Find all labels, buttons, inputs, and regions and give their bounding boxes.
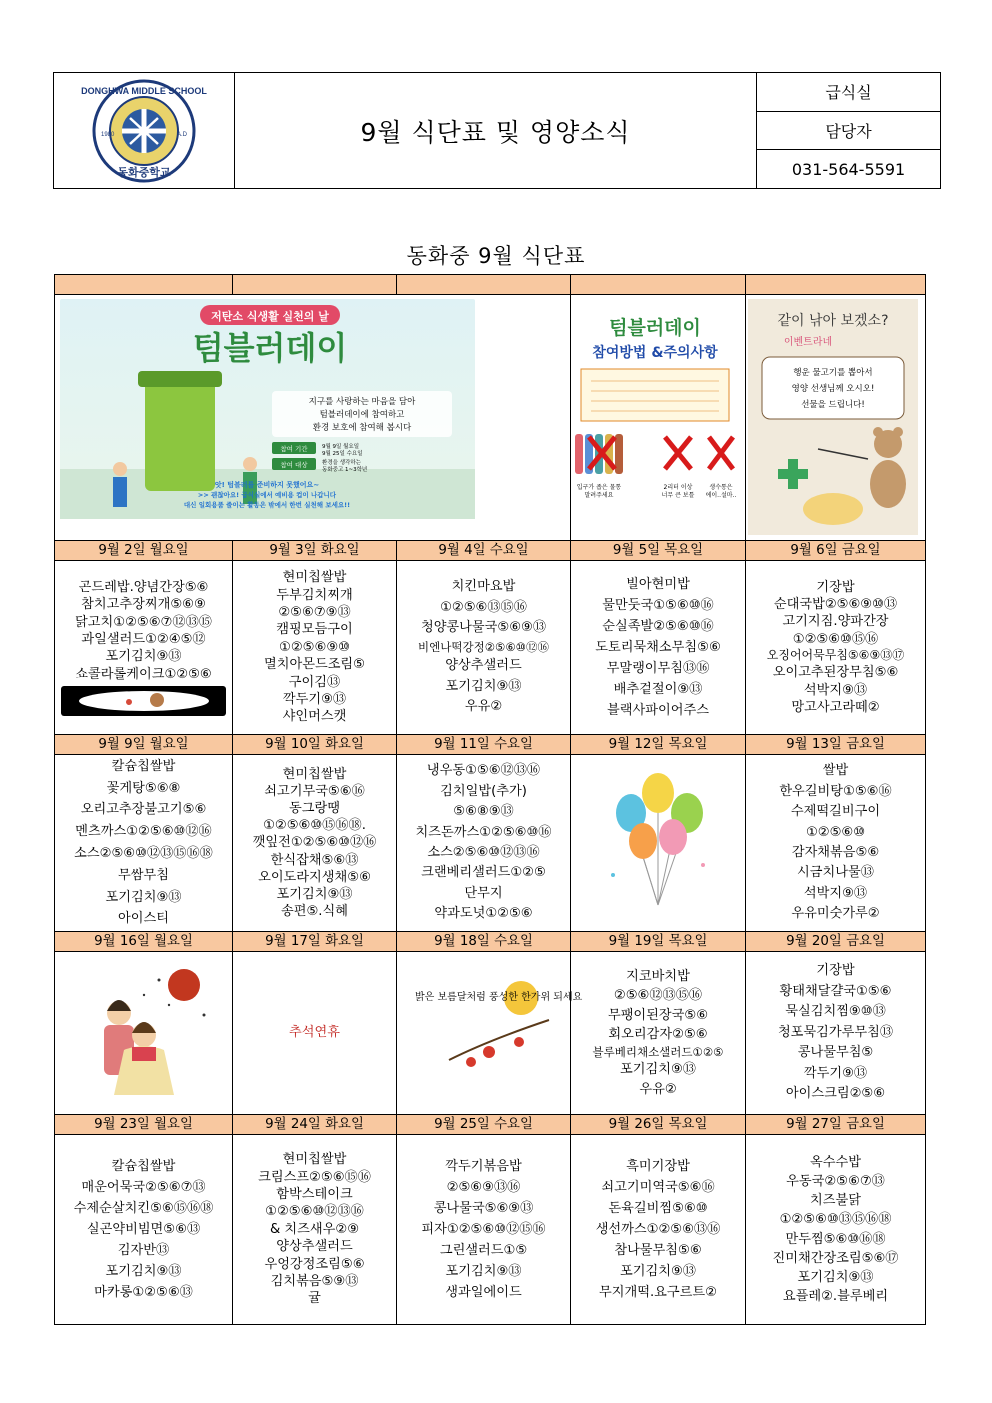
menu-item: 쇠고기무국⑤⑥⑯ [264,783,365,799]
menu-item: 한식잡채⑤⑥⑬ [270,852,359,868]
menu-item: ①②⑤⑥⑩⑬⑮⑯⑱ [779,1212,892,1228]
event-body-line: 행운 물고기를 뽑아서 [793,368,873,378]
header-table [53,72,941,189]
logo-year-text: 1980 [101,131,115,138]
menu-item: 포기김치⑨⑬ [445,678,522,694]
menu-item: 배추겉절이⑨⑬ [613,682,703,698]
menu-item: 곤드레밥.양념간장⑤⑥ [78,579,209,595]
menu-item: 무쌈무침 [118,867,169,883]
menu-item: & 치즈새우②⑨ [269,1221,360,1237]
blank-header-cell [571,275,746,295]
manager-label: 담당자 [757,112,940,151]
menu-item: 오징어어묵무침⑤⑥⑨⑬⑰ [766,648,905,663]
menu-item: 구이김⑬ [288,674,341,690]
menu-item: 칼슘칩쌀밥 [111,1158,176,1174]
menu-item: 우동국②⑤⑥⑦⑬ [786,1174,885,1190]
menu-cell [746,952,926,1115]
fishing-event-art [748,299,918,535]
menu-item: 수제순살치킨⑤⑥⑮⑯⑱ [73,1200,214,1216]
day-header: 9월 27일 금요일 [746,1115,926,1135]
menu-item: ①②⑤⑥⑩ [805,824,866,840]
menu-item: 동그랑땡 [289,801,340,817]
poster-target-label: 참여 대상 [280,461,308,469]
hangawi-greeting-icon [409,970,582,1090]
day-header: 9월 10일 화요일 [233,735,397,755]
menu-item: 오이도라지생채⑤⑥ [258,869,371,885]
day-header: 9월 6일 금요일 [746,541,926,561]
menu-item: 비엔나떡강정②⑤⑥⑩⑫⑯ [418,639,549,654]
menu-item: 흑미기장밥 [626,1158,690,1174]
menu-item: 오리고추장불고기⑤⑥ [80,802,207,818]
tumbler-howto-art [571,299,739,519]
tumbler-poster-art [60,299,475,519]
menu-item: 기장밥 [816,579,855,595]
day-header: 9월 3일 화요일 [233,541,397,561]
blank-header-cell [233,275,397,295]
contact-panel [756,73,940,188]
menu-item: 멸치아몬드조림⑤ [264,657,365,673]
menu-item: ①②⑤⑥⑨⑩ [279,639,350,655]
menu-item: 포기김치⑨⑬ [105,889,182,905]
menu-item: 송편⑤.식혜 [281,904,348,920]
tumbler-howto-banner [571,295,746,541]
day-header: 9월 26일 목요일 [571,1115,746,1135]
menu-cell [746,755,926,932]
tumbler-day-poster [60,299,475,519]
day-header: 9월 24일 화요일 [233,1115,397,1135]
menu-item: 생선까스①②⑤⑥⑬⑯ [595,1221,721,1237]
logo-top-text: DONGHWA MIDDLE SCHOOL [81,85,207,96]
menu-item: 블루베리채소샐러드①②⑤ [592,1044,724,1059]
howto-note: 2리터 이상 [663,484,693,491]
menu-item: ①②⑤⑥⑬⑮⑯ [440,599,527,615]
menu-item: ⑤⑥⑧⑨⑬ [453,804,514,820]
bear-cake-icon [69,688,219,714]
menu-item: 양상추샐러드 [445,658,522,674]
menu-item: 냉우동①⑤⑥⑫⑬⑯ [426,763,541,779]
menu-item: 쇼콜라롤케이크①②⑤⑥ [75,666,212,682]
menu-item: 황태채달걀국①⑤⑥ [779,983,892,999]
phone-number: 031-564-5591 [791,159,906,179]
menu-item: 아이스크림②⑤⑥ [785,1086,886,1102]
menu-item: 고기지짐.양파간장 [782,614,889,630]
menu-item: 피자①②⑤⑥⑩⑫⑮⑯ [421,1221,546,1237]
menu-item: 양상추샐러드 [276,1239,353,1255]
menu-item: 귤 [308,1291,321,1307]
menu-item: 두부김치찌개 [276,587,353,603]
menu-cell [746,1135,926,1325]
menu-item: 무말랭이무침⑬⑯ [606,661,710,677]
howto-title-text: 텀블러데이 [609,317,701,339]
menu-item: 석박지⑨⑬ [803,682,868,698]
poster-target-line: 동화중고 1~3학년 [322,467,368,473]
menu-item: 도토리묵채소무침⑤⑥ [595,639,721,655]
day-header: 9월 16일 월요일 [55,932,233,952]
menu-item: ①②⑤⑥⑩⑮⑯⑱. [263,818,366,834]
menu-cell [55,561,233,735]
menu-item: 깍두기⑨⑬ [282,692,347,708]
day-header: 9월 5일 목요일 [571,541,746,561]
menu-item: 우유미숫가루② [791,906,880,922]
menu-item: 참치고추장찌개⑤⑥⑨ [81,597,206,613]
menu-item: 돈육길비찜⑤⑥⑩ [608,1200,708,1216]
menu-item: 포기김치⑨⑬ [620,1264,696,1280]
menu-item: 실곤약비빔면⑤⑥⑬ [86,1221,201,1237]
event-body-line: 선물을 드립니다! [801,400,865,410]
day-header: 9월 20일 금요일 [746,932,926,952]
howto-subtitle-text: 참여방법 &주의사항 [592,345,718,361]
event-body-line: 영양 선생님께 오시오! [791,384,875,394]
fishing-event-poster [748,299,918,535]
tumbler-howto-poster [571,299,739,519]
balloons-icon [593,765,723,915]
menu-item: 깻잎전①②⑤⑥⑩⑫⑯ [252,835,377,851]
logo-ad-text: A.D [177,131,188,138]
hangawi-greeting-cell [397,952,582,1115]
day-header: 9월 2일 월요일 [55,541,233,561]
menu-item: 묵실김치찜⑨⑩⑬ [785,1004,886,1020]
menu-item: 크림스프②⑤⑥⑮⑯ [258,1169,371,1185]
school-logo-icon [81,76,207,186]
menu-item: 단무지 [464,885,503,901]
menu-item: ②⑤⑥⑨⑬⑯ [446,1179,521,1195]
poster-title-text: 텀블러데이 [192,329,348,367]
menu-cell [233,561,397,735]
blank-header-cell [55,275,233,295]
day-header: 9월 25일 수요일 [397,1115,571,1135]
menu-item: 현미칩쌀밥 [282,766,347,782]
menu-item: 우유② [639,1081,677,1097]
howto-note: 너무 큰 보틀 [661,492,695,499]
menu-item: 그린샐러드①⑤ [439,1243,528,1259]
menu-item: 물만둣국①⑤⑥⑩⑯ [602,597,714,613]
menu-item: 닭고치①②⑤⑥⑦⑫⑬⑮ [75,614,212,630]
menu-item: 우유② [464,699,503,715]
menu-item: 옥수수밥 [810,1154,861,1170]
menu-item: 칼슘칩쌀밥 [111,758,176,774]
poster-footer-line: 앗! 텀블러를 준비하지 못했어요~ [214,481,320,489]
menu-item: 포기김치⑨⑬ [276,886,353,902]
menu-item: 과일샐러드①②④⑤⑫ [81,632,206,647]
menu-item: 소스②⑤⑥⑩⑫⑬⑯ [427,845,540,860]
menu-item: 순대국밥②⑤⑥⑨⑩⑬ [773,597,898,613]
menu-item: 콩나물무침⑤ [797,1045,874,1061]
menu-item: 쇠고기미역국⑤⑥⑯ [601,1179,715,1195]
menu-item: 함박스테이크 [276,1186,353,1202]
poster-body-line: 텀블러데이에 참여하고 [319,410,405,420]
poster-period-line: 9월 9일 월요일 [322,444,360,450]
menu-cell [746,561,926,735]
page-title: 9월 식단표 및 영양소식 [360,117,631,147]
howto-note: 에이..설마.. [705,492,737,499]
poster-period-label: 참여 기간 [280,445,308,453]
hangawi-greeting-text: 밝은 보름달처럼 풍성한 한가위 되세요 [414,992,582,1004]
menu-item: ②⑤⑥⑫⑬⑮⑯ [613,988,703,1004]
menu-item: 석박지⑨⑬ [803,885,868,901]
menu-item: 블랙사파이어주스 [607,703,709,719]
school-logo-cell [54,73,235,188]
poster-period-line: 9월 25일 수요일 [322,451,363,457]
menu-item: 순실족발②⑤⑥⑩⑯ [602,618,714,634]
howto-note: 생수통은 [709,484,733,491]
poster-footer-line: >> 괜찮아요! 급식실에서 예비용 컵이 나갑니다 [197,491,337,499]
menu-item: 쌀밥 [822,763,849,779]
poster-target-line: 환경을 생각하는 [322,460,361,466]
menu-cell [397,1135,571,1325]
menu-item: 약과도넛①②⑤⑥ [434,906,533,922]
menu-cell [397,755,571,932]
menu-item: 만두찜⑤⑥⑩⑯⑱ [785,1231,886,1247]
menu-item: 진미채간장조림⑤⑥⑰ [772,1250,899,1266]
day-header: 9월 9일 월요일 [55,735,233,755]
menu-item: 청포묵김가루무침⑬ [777,1024,894,1040]
menu-item: 기장밥 [816,963,855,979]
menu-item: 감자채볶음⑤⑥ [791,845,880,860]
menu-item: 깍두기볶음밥 [445,1158,522,1174]
blank-header-cell [397,275,571,295]
menu-item: 멘츠까스①②⑤⑥⑩⑫⑯ [75,824,212,840]
menu-item: 참나물무침⑤⑥ [614,1243,702,1259]
menu-item: 캠핑모듬구이 [276,622,353,638]
menu-item: 요플레②.블루베리 [782,1288,889,1304]
menu-item: 샤인머스캣 [282,709,347,725]
menu-item: 치즈돈까스①②⑤⑥⑩⑯ [415,824,552,840]
menu-cell [233,1135,397,1325]
menu-item: 시금치나물⑬ [797,865,874,881]
menu-item: 치킨마요밥 [451,579,516,595]
day-header: 9월 19일 목요일 [571,932,746,952]
menu-item: 생과일에이드 [445,1285,522,1301]
menu-item: 포기김치⑨⑬ [620,1062,696,1078]
poster-body-line: 환경 보호에 참여해 봅시다 [312,423,412,433]
menu-item: 망고사고라떼② [791,699,880,715]
cake-illustration [61,686,226,716]
poster-tag-text: 저탄소 식생활 실천의 날 [211,310,329,323]
menu-item: 소스②⑤⑥⑩⑫⑬⑮⑯⑱ [74,846,213,861]
balloon-cell [571,755,746,932]
menu-cell [233,755,397,932]
menu-item: ②⑤⑥⑦⑨⑬ [278,604,351,620]
menu-item: 아이스티 [118,911,169,927]
menu-item: 포기김치⑨⑬ [445,1264,522,1280]
day-header: 9월 12일 목요일 [571,735,746,755]
menu-item: 한우길비탕①⑤⑥⑯ [779,783,892,799]
logo-bottom-text: 동화중학교 [117,165,171,179]
menu-item: 현미칩쌀밥 [282,570,347,586]
menu-item: 지코바치밥 [626,969,690,985]
menu-item: 매운어묵국②⑤⑥⑦⑬ [81,1179,206,1195]
menu-item: 김치볶음⑤⑨⑬ [270,1274,359,1290]
menu-item: ①②⑤⑥⑩⑫⑬⑯ [265,1204,364,1220]
menu-cell [55,1135,233,1325]
family-moon-icon [64,955,224,1105]
howto-note: 입구가 좁은 물통 [576,484,622,491]
menu-cell [571,952,746,1115]
event-subtitle-text: 이벤트라네 [783,337,833,348]
menu-item: 치즈불닭 [810,1193,861,1209]
blank-header-cell [746,275,926,295]
menu-item: 회오리감자②⑤⑥ [608,1026,708,1042]
menu-subtitle: 동화중 9월 식단표 [406,244,586,268]
menu-item: 포기김치⑨⑬ [797,1269,874,1285]
menu-item: 꽃게탕⑤⑥⑧ [106,780,181,796]
menu-cell [571,561,746,735]
dept-label: 급식실 [757,73,940,112]
menu-item: 김자반⑬ [117,1243,170,1259]
menu-cell [571,1135,746,1325]
poster-body-line: 지구를 사랑하는 마음을 담아 [308,397,416,407]
menu-item: 무팽이된장국⑤⑥ [607,1007,709,1023]
menu-item: 현미칩쌀밥 [282,1152,347,1168]
day-header: 9월 23일 월요일 [55,1115,233,1135]
howto-note: 말려주세요 [584,492,614,499]
menu-item: 김치일밥(추가) [440,783,527,799]
menu-cell [397,561,571,735]
poster-footer-line: 대신 일회용품 줄이는 활동은 밖에서 한번 실천해 보세요!! [183,501,351,509]
menu-item: 콩나물국⑤⑥⑨⑬ [433,1200,534,1216]
menu-item: 무지개떡.요구르트② [599,1285,717,1301]
holiday-cell: 추석연휴 [233,952,397,1115]
day-header: 9월 13일 금요일 [746,735,926,755]
menu-item: 빌아현미밥 [626,576,690,592]
menu-item: 포기김치⑨⑬ [105,1264,182,1280]
chuseok-illustration-cell [55,952,233,1115]
day-header: 9월 18일 수요일 [397,932,571,952]
day-header: 9월 11일 수요일 [397,735,571,755]
event-title-text: 같이 낚아 보겠소? [777,313,889,329]
menu-table [54,274,926,1325]
day-header: 9월 17일 화요일 [233,932,397,952]
menu-item: ①②⑤⑥⑩⑮⑯ [792,631,879,647]
menu-item: 수제떡길비구이 [790,804,881,820]
menu-item: 포기김치⑨⑬ [105,649,182,665]
fishing-event-banner [746,295,926,541]
tumbler-day-banner [55,295,571,541]
menu-cell [55,755,233,932]
menu-item: 마카롱①②⑤⑥⑬ [94,1285,193,1301]
menu-item: 깍두기⑨⑬ [803,1065,868,1081]
menu-item: 청양콩나물국⑤⑥⑨⑬ [420,620,547,636]
menu-item: 오이고추된장무침⑤⑥ [772,665,899,681]
menu-item: 크랜베리샐러드①②⑤ [421,865,546,881]
day-header: 9월 4일 수요일 [397,541,571,561]
menu-item: 우엉강정조림⑤⑥ [264,1256,365,1272]
